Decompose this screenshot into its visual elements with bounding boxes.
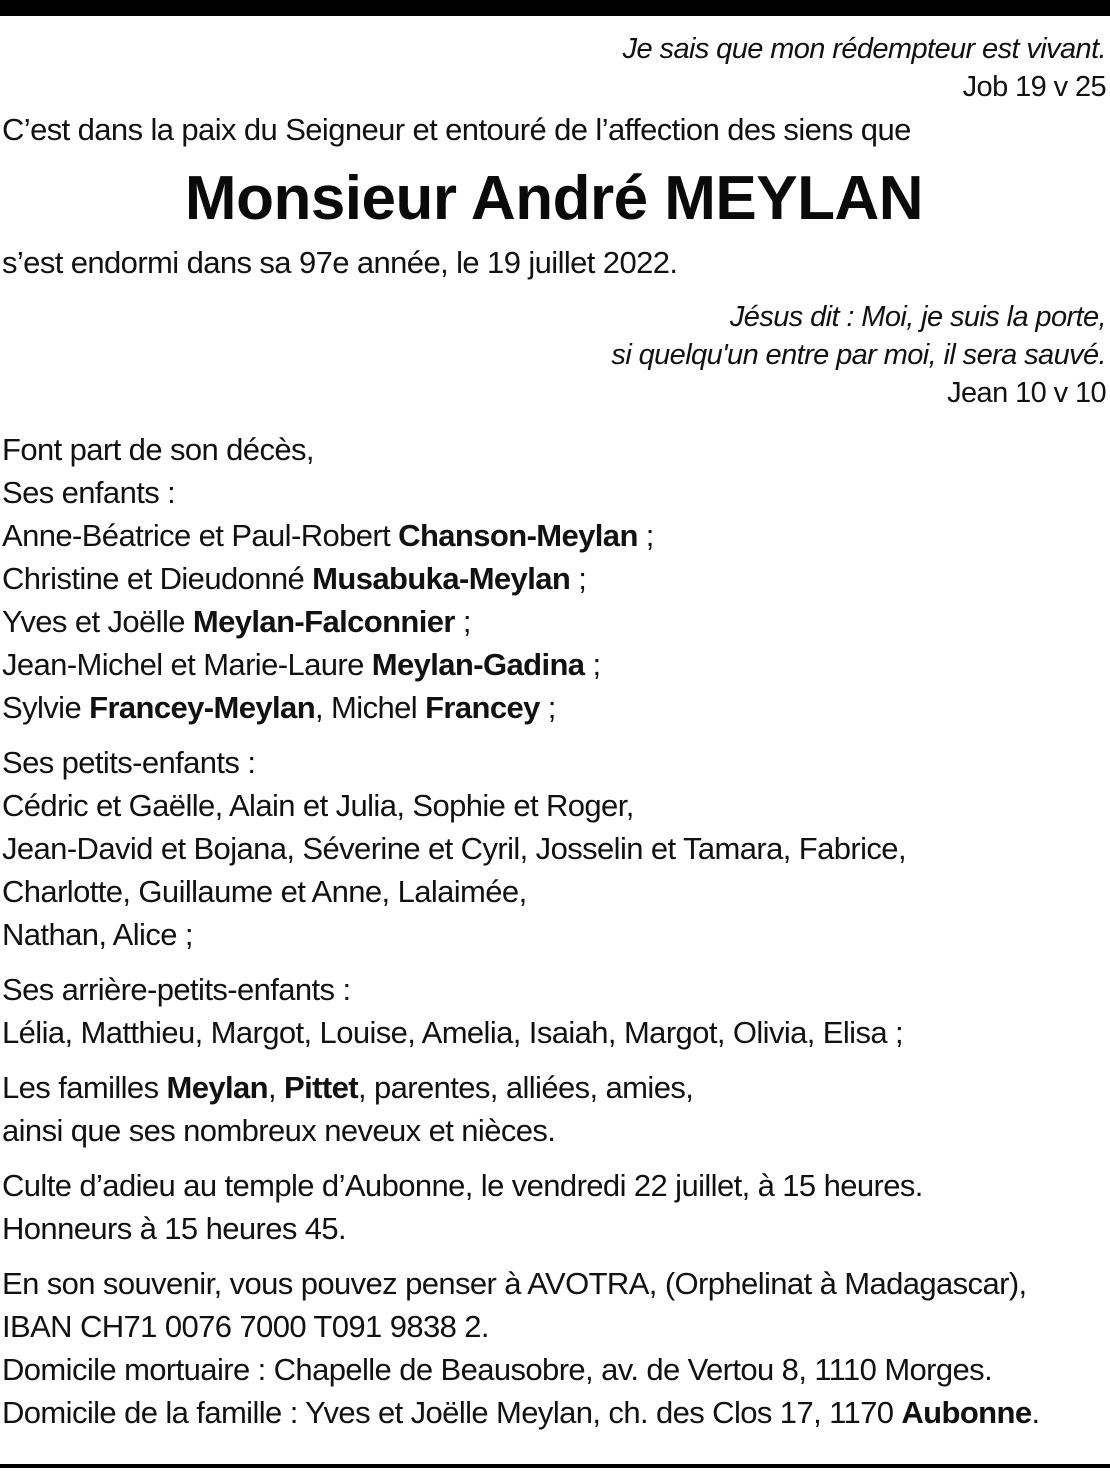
service-section bbox=[2, 1164, 1106, 1250]
families-line: Les familles Meylan, Pittet, parentes, alliées, amies, bbox=[2, 1070, 694, 1105]
children-heading: Ses enfants : bbox=[2, 475, 176, 510]
family-name: Chanson-Meylan bbox=[398, 518, 638, 553]
iban-text: IBAN CH71 0076 7000 T091 9838 2. bbox=[2, 1309, 489, 1344]
child-line: Yves et Joëlle Meylan-Falconnier ; bbox=[2, 604, 471, 639]
service-details: Culte d’adieu au temple d’Aubonne, le vendredi 22 juillet, à 15 heures. bbox=[2, 1168, 923, 1203]
family-name: Francey bbox=[425, 690, 540, 725]
opening-quote bbox=[2, 30, 1106, 106]
closing-section bbox=[2, 1262, 1106, 1434]
families-line-2: ainsi que ses nombreux neveux et nièces. bbox=[2, 1113, 556, 1148]
top-border-rule bbox=[0, 0, 1110, 16]
great-grandchildren-section bbox=[2, 968, 1106, 1054]
bottom-border-rule bbox=[0, 1464, 1110, 1468]
family-address: Domicile de la famille : Yves et Joëlle Meylan, ch. des Clos 17, 1170 Aubonne. bbox=[2, 1395, 1040, 1430]
grandchildren-line: Cédric et Gaëlle, Alain et Julia, Sophie et Roger, bbox=[2, 788, 634, 823]
honours-time: Honneurs à 15 heures 45. bbox=[2, 1211, 347, 1246]
family-name: Francey-Meylan bbox=[89, 690, 316, 725]
opening-quote-text: Je sais que mon rédempteur est vivant. bbox=[622, 33, 1106, 65]
child-line: Anne-Béatrice et Paul-Robert Chanson-Meylan ; bbox=[2, 518, 654, 553]
grandchildren-section bbox=[2, 741, 1106, 956]
great-grandchildren-line: Lélia, Matthieu, Margot, Louise, Amelia, Isaiah, Margot, Olivia, Elisa ; bbox=[2, 1015, 904, 1050]
mortuary-address: Domicile mortuaire : Chapelle de Beausobre, av. de Vertou 8, 1110 Morges. bbox=[2, 1352, 993, 1387]
donation-text: En son souvenir, vous pouvez penser à AVOTRA, (Orphelinat à Madagascar), bbox=[2, 1266, 1027, 1301]
grandchildren-line: Jean-David et Bojana, Séverine et Cyril, Josselin et Tamara, Fabrice, bbox=[2, 831, 906, 866]
child-line: Jean-Michel et Marie-Laure Meylan-Gadina ; bbox=[2, 647, 601, 682]
grandchildren-line: Charlotte, Guillaume et Anne, Lalaimée, bbox=[2, 874, 527, 909]
announcement-text: Font part de son décès, bbox=[2, 432, 314, 467]
grandchildren-heading: Ses petits-enfants : bbox=[2, 745, 256, 780]
child-line: Christine et Dieudonné Musabuka-Meylan ; bbox=[2, 561, 587, 596]
grandchildren-line: Nathan, Alice ; bbox=[2, 917, 193, 952]
family-name: Musabuka-Meylan bbox=[312, 561, 571, 596]
intro-text: C’est dans la paix du Seigneur et entouré de l’affection des siens que bbox=[2, 112, 911, 147]
children-section bbox=[2, 428, 1106, 729]
second-quote bbox=[2, 298, 1106, 412]
family-name: Meylan-Falconnier bbox=[192, 604, 455, 639]
great-grandchildren-heading: Ses arrière-petits-enfants : bbox=[2, 972, 351, 1007]
deceased-name: Monsieur André MEYLAN bbox=[184, 164, 924, 233]
family-name: Meylan-Gadina bbox=[371, 647, 585, 682]
second-quote-line-2: si quelqu'un entre par moi, il sera sauvé. bbox=[611, 339, 1106, 371]
second-quote-reference: Jean 10 v 10 bbox=[947, 377, 1106, 409]
family-name: Pittet bbox=[284, 1070, 358, 1105]
opening-quote-reference: Job 19 v 25 bbox=[962, 71, 1106, 103]
second-quote-line-1: Jésus dit : Moi, je suis la porte, bbox=[729, 301, 1106, 333]
families-section bbox=[2, 1066, 1106, 1152]
death-statement: s’est endormi dans sa 97e année, le 19 juillet 2022. bbox=[2, 245, 678, 280]
obituary-notice bbox=[2, 30, 1106, 1434]
town-name: Aubonne bbox=[901, 1395, 1032, 1430]
child-line: Sylvie Francey-Meylan, Michel Francey ; bbox=[2, 690, 556, 725]
family-name: Meylan bbox=[166, 1070, 268, 1105]
